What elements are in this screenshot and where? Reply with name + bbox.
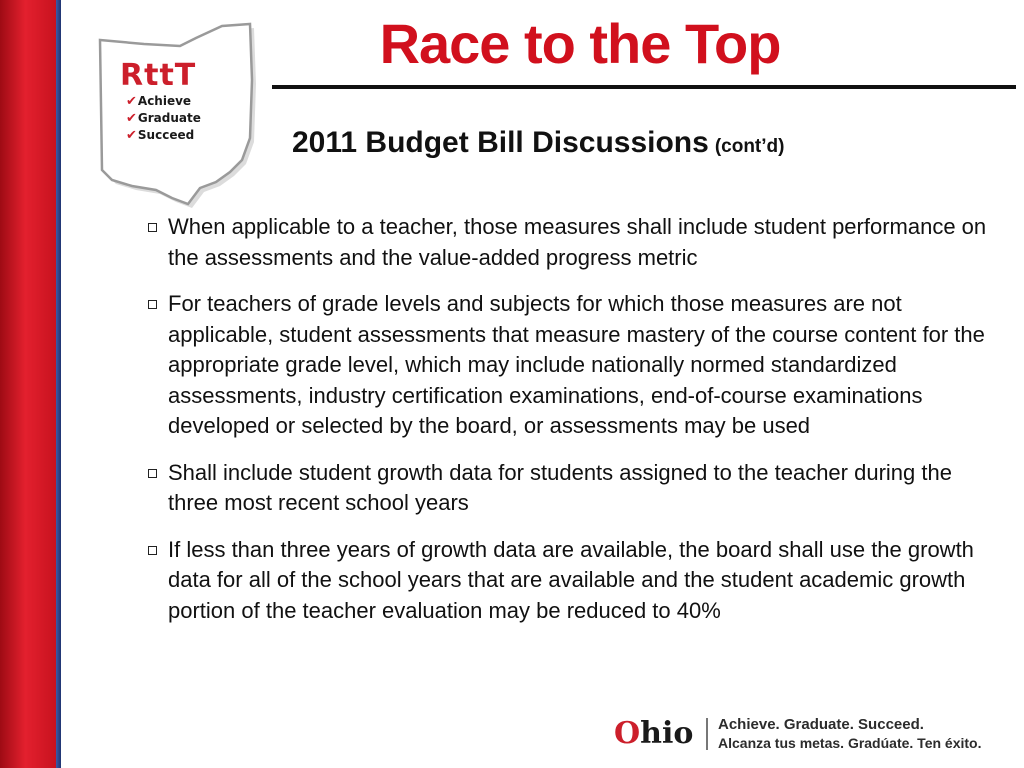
checkmark-icon: ✔ bbox=[126, 94, 137, 109]
ohio-footer-logo bbox=[614, 714, 1014, 754]
left-red-sidebar bbox=[0, 0, 56, 768]
slide-title: Race to the Top bbox=[379, 12, 781, 75]
checkmark-icon: ✔ bbox=[126, 111, 137, 126]
slide-subtitle bbox=[292, 126, 1012, 160]
square-bullet-icon bbox=[148, 546, 157, 555]
subtitle-contd: (cont’d) bbox=[714, 136, 785, 157]
square-bullet-icon bbox=[148, 300, 157, 309]
subtitle-text: 2011 Budget Bill Discussions bbox=[292, 126, 709, 159]
logo-line-succeed: ✔Succeed bbox=[126, 128, 195, 143]
checkmark-icon: ✔ bbox=[126, 128, 137, 143]
logo-line-graduate: ✔Graduate bbox=[126, 111, 201, 126]
bullet-item: For teachers of grade levels and subjects for which those measures are not applicable, student assessments that measure mastery of the course content for the appropriate grade level, which may include nationally normed standardized assessments, industry certification examinations, end-of-course examinations developed or selected by the board, or assessments may be used bbox=[146, 289, 996, 442]
title-underline bbox=[272, 85, 1016, 89]
bullet-item: When applicable to a teacher, those measures shall include student performance on the assessments and the value-added progress metric bbox=[146, 212, 996, 273]
footer-tagline-spanish: Alcanza tus metas. Gradúate. Ten éxito. bbox=[718, 735, 982, 751]
bullet-list bbox=[146, 212, 996, 642]
square-bullet-icon bbox=[148, 223, 157, 232]
logo-text bbox=[118, 58, 238, 144]
footer-divider bbox=[706, 718, 708, 750]
logo-title: RttT bbox=[120, 58, 197, 93]
bullet-item: If less than three years of growth data are available, the board shall use the growth data for all of the school years that are available and the student academic growth portion of the teacher evaluation may be reduced to 40% bbox=[146, 535, 996, 627]
sidebar-blue-edge bbox=[56, 0, 61, 768]
bullet-item: Shall include student growth data for students assigned to the teacher during the three most recent school years bbox=[146, 458, 996, 519]
ohio-wordmark: Ohio bbox=[614, 716, 694, 751]
footer-tagline-english: Achieve. Graduate. Succeed. bbox=[718, 716, 924, 733]
square-bullet-icon bbox=[148, 469, 157, 478]
logo-line-achieve: ✔Achieve bbox=[126, 94, 192, 109]
